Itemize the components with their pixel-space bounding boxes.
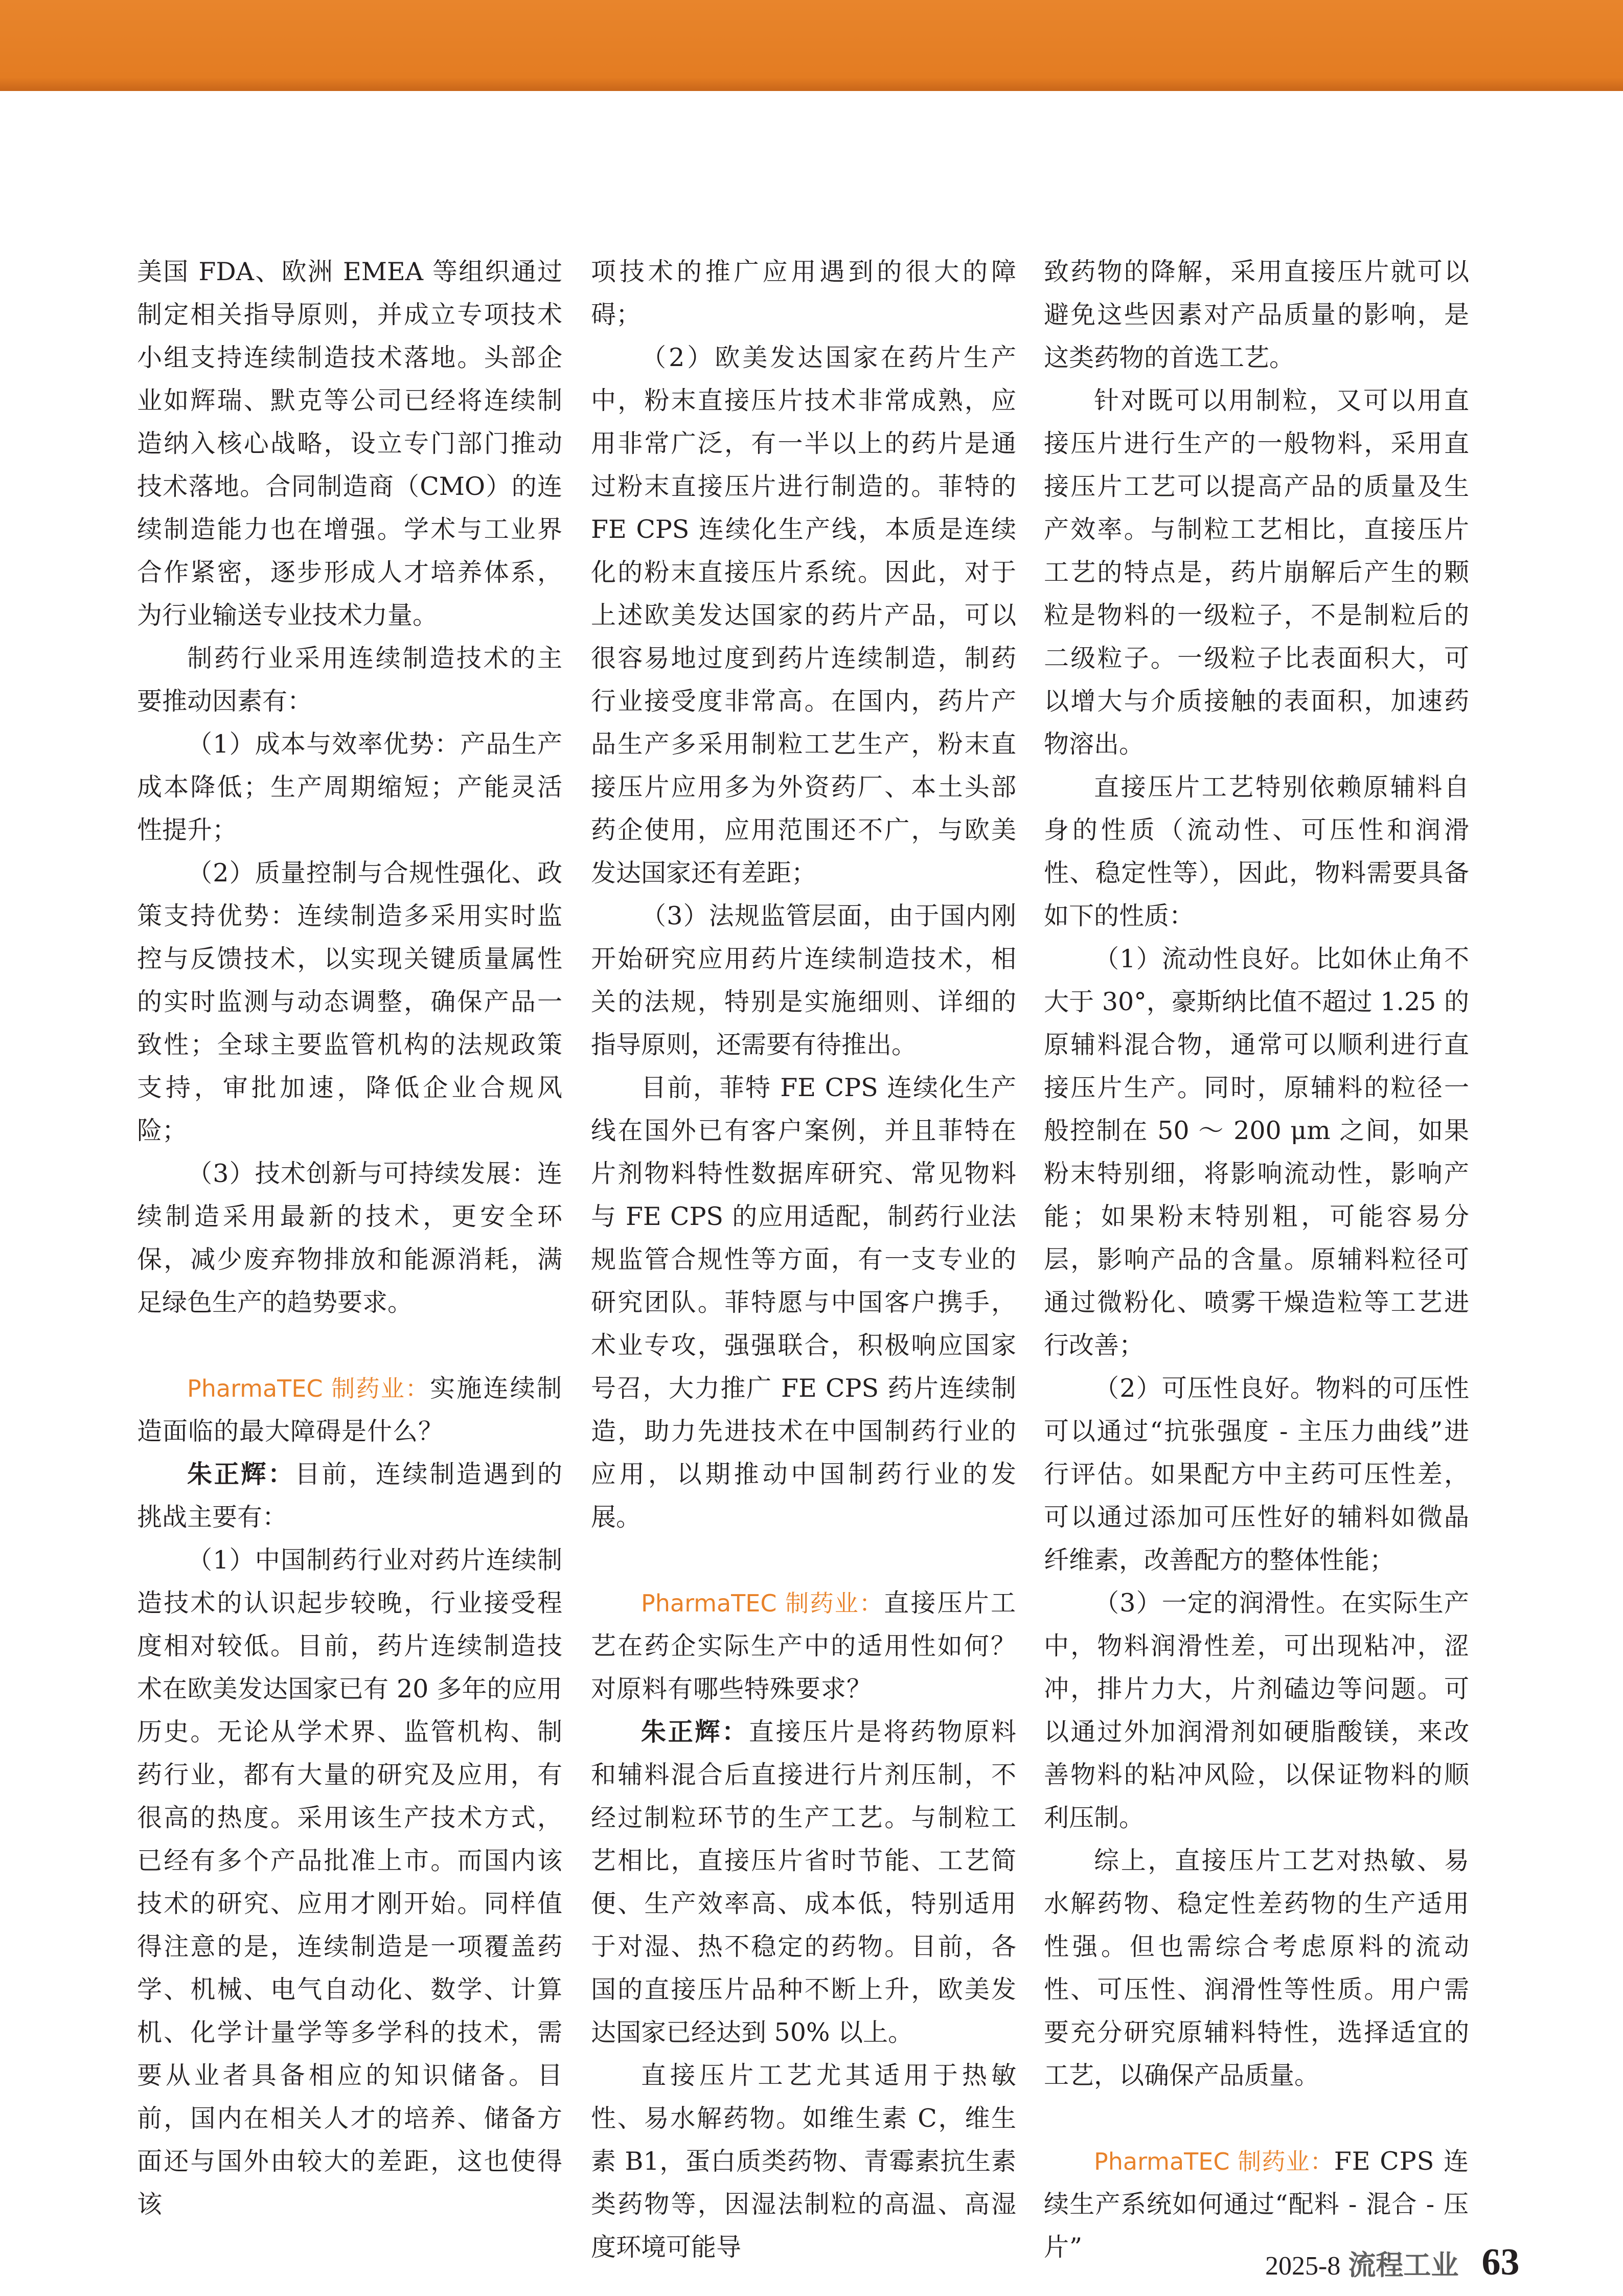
answer-text: 目前，连续制造遇到的挑战主要有： xyxy=(137,1460,562,1532)
issue-number: 2025-8 xyxy=(1265,2252,1341,2281)
paragraph: 综上，直接压片工艺对热敏、易水解药物、稳定性差药物的生产适用性强。但也需综合考虑原料的流动性、可压性、润滑性等性质。用户需要充分研究原辅料特性，选择适宜的工艺，以确保产品质量。 xyxy=(1044,1846,1469,2090)
paragraph: （3）一定的润滑性。在实际生产中，物料润滑性差，可出现粘冲，涩冲，排片力大，片剂磕边等问题。可以通过外加润滑剂如硬脂酸镁，来改善物料的粘冲风险，以保证物料的顺利压制。 xyxy=(1044,1588,1469,1832)
paragraph: 制药行业采用连续制造技术的主要推动因素有： xyxy=(137,644,562,716)
question-text: 直接压片工艺在药企实际生产中的适用性如何？对原料有哪些特殊要求？ xyxy=(591,1588,1016,1703)
interviewee-label: 朱正辉： xyxy=(641,1717,749,1746)
article-column-3 xyxy=(1044,251,1469,2269)
article-column-1 xyxy=(137,251,562,2226)
article-column-2 xyxy=(591,251,1016,2269)
paragraph: （2）质量控制与合规性强化、政策支持优势：连续制造多采用实时监控与反馈技术，以实现关键质量属性的实时监测与动态调整，确保产品一致性；全球主要监管机构的法规政策支持，审批加速，降低企业合规风险； xyxy=(137,858,562,1145)
paragraph: （2）欧美发达国家在药片生产中，粉末直接压片技术非常成熟，应用非常广泛，有一半以上的药片是通过粉末直接压片进行制造的。菲特的 FE CPS 连续化生产线，本质是连续化的粉末直接压片系统。因此，对于上述欧美发达国家的药片产品，可以很容易地过度到药片连续制造，制药行业接受度非常高。在国内，药片产品生产多采用制粒工艺生产，粉末直接压片应用多为外资药厂、本土头部药企使用，应用范围还不广，与欧美发达国家还有差距； xyxy=(591,343,1016,888)
magazine-title: 流程工业 xyxy=(1348,2248,1459,2281)
paragraph: 直接压片工艺特别依赖原辅料自身的性质（流动性、可压性和润滑性、稳定性等），因此，物料需要具备如下的性质： xyxy=(1044,772,1469,930)
interviewer-label: PharmaTEC 制药业： xyxy=(187,1375,430,1402)
page-number: 63 xyxy=(1481,2241,1520,2283)
interview-answer xyxy=(591,1711,1016,2054)
paragraph: 美国 FDA、欧洲 EMEA 等组织通过制定相关指导原则，并成立专项技术小组支持连续制造技术落地。头部企业如辉瑞、默克等公司已经将连续制造纳入核心战略，设立专门部门推动技术落地。合同制造商（CMO）的连续制造能力也在增强。学术与工业界合作紧密，逐步形成人才培养体系，为行业输送专业技术力量。 xyxy=(137,257,562,630)
header-color-bar xyxy=(0,0,1623,91)
interviewer-label: PharmaTEC 制药业： xyxy=(641,1589,884,1617)
interviewee-label: 朱正辉： xyxy=(187,1460,295,1489)
interview-question xyxy=(137,1367,562,1453)
paragraph: （3）法规监管层面，由于国内刚开始研究应用药片连续制造技术，相关的法规，特别是实施细则、详细的指导原则，还需要有待推出。 xyxy=(591,901,1016,1059)
paragraph: （3）技术创新与可持续发展：连续制造采用最新的技术，更安全环保，减少废弃物排放和能源消耗，满足绿色生产的趋势要求。 xyxy=(137,1159,562,1317)
paragraph: 直接压片工艺尤其适用于热敏性、易水解药物。如维生素 C，维生素 B1，蛋白质类药物、青霉素抗生素类药物等，因湿法制粒的高温、高湿度环境可能导 xyxy=(591,2061,1016,2262)
paragraph: （1）成本与效率优势：产品生产成本降低；生产周期缩短；产能灵活性提升； xyxy=(137,730,562,845)
paragraph: （1）流动性良好。比如休止角不大于 30°，豪斯纳比值不超过 1.25 的原辅料混合物，通常可以顺利进行直接压片生产。同时，原辅料的粒径一般控制在 50 ～ 200 μm 之间，如果粉末特别细，将影响流动性，影响产能；如果粉末特别粗，可能容易分层，影响产品的含量。原辅料粒径可通过微粉化、喷雾干燥造粒等工艺进行改善； xyxy=(1044,944,1469,1360)
paragraph: 目前，菲特 FE CPS 连续化生产线在国外已有客户案例，并且菲特在片剂物料特性数据库研究、常见物料与 FE CPS 的应用适配，制药行业法规监管合规性等方面，有一支专业的研究团队。菲特愿与中国客户携手，术业专攻，强强联合，积极响应国家号召，大力推广 FE CPS 药片连续制造，助力先进技术在中国制药行业的应用，以期推动中国制药行业的发展。 xyxy=(591,1073,1016,1532)
interviewer-label: PharmaTEC 制药业： xyxy=(1094,2148,1334,2175)
answer-text: 直接压片是将药物原料和辅料混合后直接进行片剂压制，不经过制粒环节的生产工艺。与制粒工艺相比，直接压片省时节能、工艺简便、生产效率高、成本低，特别适用于对湿、热不稳定的药物。目前，各国的直接压片品种不断上升，欧美发达国家已经达到 50% 以上。 xyxy=(591,1717,1016,2047)
paragraph: 针对既可以用制粒，又可以用直接压片进行生产的一般物料，采用直接压片工艺可以提高产品的质量及生产效率。与制粒工艺相比，直接压片工艺的特点是，药片崩解后产生的颗粒是物料的一级粒子，不是制粒后的二级粒子。一级粒子比表面积大，可以增大与介质接触的表面积，加速药物溶出。 xyxy=(1044,386,1469,759)
paragraph: （2）可压性良好。物料的可压性可以通过“抗张强度 - 主压力曲线”进行评估。如果配方中主药可压性差，可以通过添加可压性好的辅料如微晶纤维素，改善配方的整体性能； xyxy=(1044,1374,1469,1575)
paragraph: 致药物的降解，采用直接压片就可以避免这些因素对产品质量的影响，是这类药物的首选工艺。 xyxy=(1044,257,1469,372)
page-footer xyxy=(1265,2242,1520,2292)
question-text: 实施连续制造面临的最大障碍是什么？ xyxy=(137,1374,562,1446)
question-text: FE CPS 连续生产系统如何通过“配料 - 混合 - 压片” xyxy=(1044,2147,1470,2262)
paragraph: （1）中国制药行业对药片连续制造技术的认识起步较晚，行业接受程度相对较低。目前，药片连续制造技术在欧美发达国家已有 20 多年的应用历史。无论从学术界、监管机构、制药行业，都有大量的研究及应用，有很高的热度。采用该生产技术方式，已经有多个产品批准上市。而国内该技术的研究、应用才刚开始。同样值得注意的是，连续制造是一项覆盖药学、机械、电气自动化、数学、计算机、化学计量学等多学科的技术，需要从业者具备相应的知识储备。目前，国内在相关人才的培养、储备方面还与国外由较大的差距，这也使得该 xyxy=(137,1545,562,2219)
interview-question xyxy=(591,1582,1016,1711)
paragraph: 项技术的推广应用遇到的很大的障碍； xyxy=(591,257,1016,329)
interview-answer xyxy=(137,1453,562,1539)
